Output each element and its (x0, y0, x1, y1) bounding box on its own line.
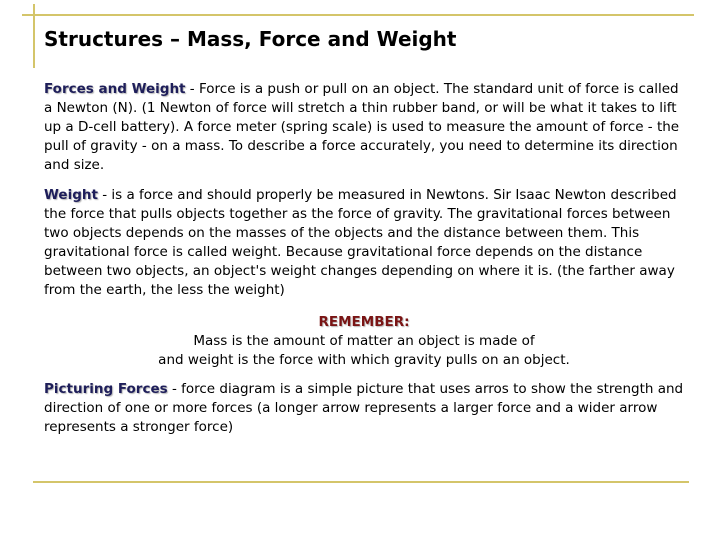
remember-block (44, 313, 684, 370)
weight-text: - is a force and should properly be measured in Newtons. Sir Isaac Newton described the force that pulls objects together as the force of gravity. The gravitational forces between two objects depends on the masses of the objects and the distance between them. This gravitational force is called weight. Because gravitational force depends on the distance between two objects, an object's weight changes depending on where it is. (the farther away from the earth, the less the weight) (44, 187, 677, 298)
forces-and-weight-term: Forces and Weight (44, 81, 186, 97)
remember-line-2: and weight is the force with which gravity pulls on an object. (158, 352, 570, 368)
weight-term: Weight (44, 187, 98, 203)
weight-paragraph (44, 186, 684, 300)
page-title: Structures – Mass, Force and Weight (44, 27, 457, 51)
forces-and-weight-text: - Force is a push or pull on an object. The standard unit of force is called a Newton (N). (1 Newton of force will stretch a thin rubber band, or will be what it takes to lift up a D-cell battery). A force meter (spring scale) is used to measure the amount of force - the pull of gravity - on a mass. To describe a force accurately, you need to determine its direction and size. (44, 81, 680, 173)
picturing-forces-paragraph (44, 380, 684, 437)
title-accent-line-horizontal (22, 14, 694, 16)
remember-line-1: Mass is the amount of matter an object is made of (193, 333, 535, 349)
footer-accent-line (33, 481, 689, 483)
slide-body (44, 80, 684, 437)
remember-heading: REMEMBER: (318, 314, 410, 330)
forces-and-weight-paragraph (44, 80, 684, 175)
picturing-forces-text: - force diagram is a simple picture that uses arros to show the strength and direction of one or more forces (a longer arrow represents a larger force and a wider arrow represents a stronger force) (44, 381, 684, 435)
picturing-forces-term: Picturing Forces (44, 381, 168, 397)
